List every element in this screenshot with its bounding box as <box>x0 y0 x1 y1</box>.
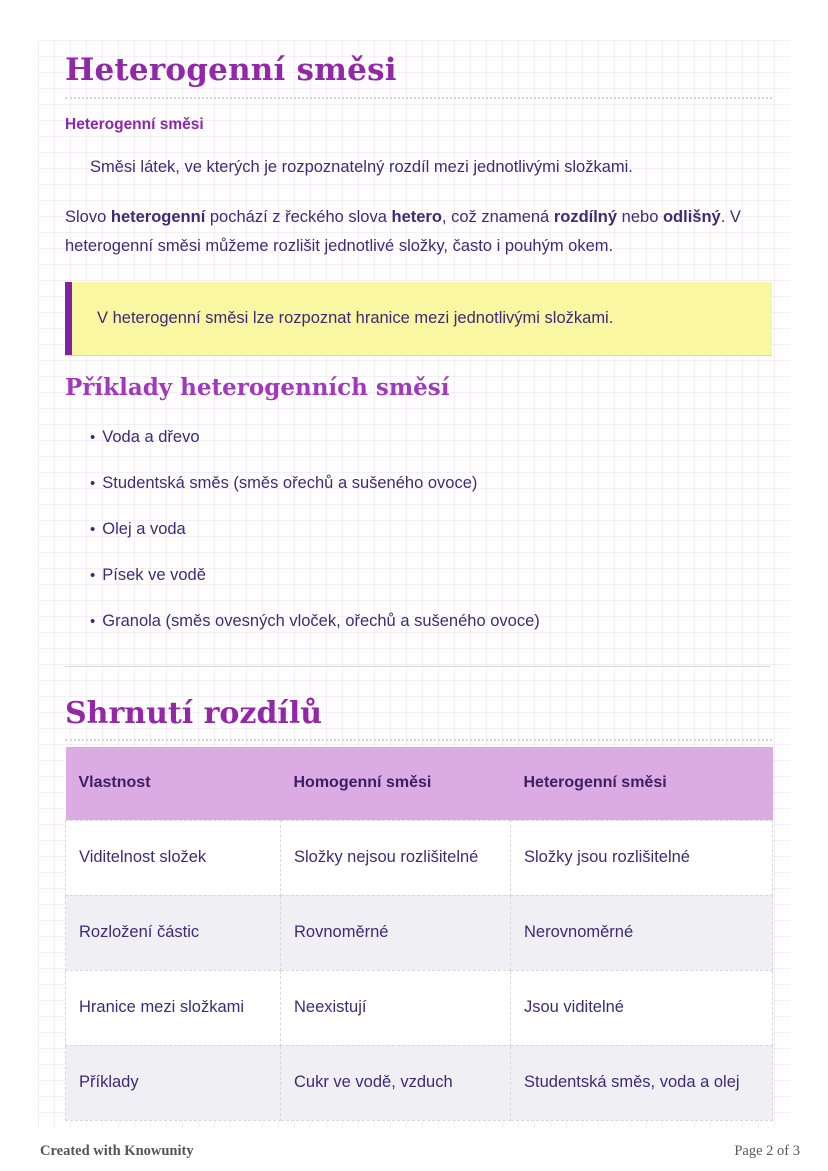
list-item-text: Písek ve vodě <box>102 566 206 584</box>
table-cell: Rozložení částic <box>66 895 281 970</box>
bullet-icon: • <box>90 613 96 630</box>
table-cell: Viditelnost složek <box>66 820 281 895</box>
table-header-cell: Heterogenní směsi <box>511 747 773 820</box>
page-title: Heterogenní směsi <box>65 52 397 88</box>
bold-term: heterogenní <box>110 208 206 226</box>
table-cell: Studentská směs, voda a olej <box>511 1045 773 1120</box>
list-item <box>65 428 772 447</box>
term-heading: Heterogenní směsi <box>65 116 204 133</box>
bold-term: hetero <box>391 208 442 226</box>
table-cell: Cukr ve vodě, vzduch <box>281 1045 511 1120</box>
table-header-cell: Homogenní směsi <box>281 747 511 820</box>
list-item-text: Studentská směs (směs ořechů a sušeného ovoce) <box>102 474 478 492</box>
examples-list <box>65 428 772 631</box>
paragraph-segment: , což znamená <box>441 208 554 226</box>
summary-divider <box>65 739 772 741</box>
paragraph-segment: nebo <box>617 208 663 226</box>
table-header-row <box>66 747 773 820</box>
paragraph-segment: . V heterogenní směsi můžeme rozlišit jednotlivé složky, často i pouhým okem. <box>65 208 741 255</box>
paragraph-segment: Slovo <box>65 208 111 226</box>
table-row <box>66 820 773 895</box>
list-item-text: Voda a dřevo <box>102 428 200 446</box>
callout-text: V heterogenní směsi lze rozpoznat hranice mezi jednotlivými složkami. <box>97 309 614 327</box>
table-cell: Příklady <box>66 1045 281 1120</box>
table-cell: Složky jsou rozlišitelné <box>511 820 773 895</box>
list-item-text: Olej a voda <box>102 520 186 538</box>
highlight-callout <box>65 282 772 355</box>
bullet-icon: • <box>90 429 96 446</box>
table-cell: Neexistují <box>281 970 511 1045</box>
paragraph-segment: pochází z řeckého slova <box>205 208 392 226</box>
footer-brand: Created with Knowunity <box>40 1143 194 1159</box>
section-divider <box>65 666 770 667</box>
examples-heading: Příklady heterogenních směsí <box>65 374 450 401</box>
page-number: Page 2 of 3 <box>734 1143 800 1159</box>
document-page <box>38 40 790 1128</box>
title-divider <box>65 97 772 99</box>
list-item-text: Granola (směs ovesných vloček, ořechů a sušeného ovoce) <box>102 612 540 630</box>
bold-term: rozdílný <box>553 208 618 226</box>
list-item <box>65 612 772 631</box>
bullet-icon: • <box>90 567 96 584</box>
summary-heading: Shrnutí rozdílů <box>65 696 323 731</box>
list-item <box>65 520 772 539</box>
definition-text: Směsi látek, ve kterých je rozpoznatelný rozdíl mezi jednotlivými složkami. <box>90 158 633 176</box>
table-cell: Rovnoměrné <box>281 895 511 970</box>
comparison-table <box>65 747 773 1121</box>
table-cell: Jsou viditelné <box>511 970 773 1045</box>
table-row <box>66 1045 773 1120</box>
page-footer <box>40 1143 800 1160</box>
bold-term: odlišný <box>662 208 721 226</box>
list-item <box>65 566 772 585</box>
table-cell: Hranice mezi složkami <box>66 970 281 1045</box>
bullet-icon: • <box>90 521 96 538</box>
list-item <box>65 474 772 493</box>
bullet-icon: • <box>90 475 96 492</box>
table-cell: Složky nejsou rozlišitelné <box>281 820 511 895</box>
table-row <box>66 970 773 1045</box>
table-cell: Nerovnoměrné <box>511 895 773 970</box>
intro-paragraph <box>65 203 772 261</box>
table-header-cell: Vlastnost <box>66 747 281 820</box>
table-row <box>66 895 773 970</box>
